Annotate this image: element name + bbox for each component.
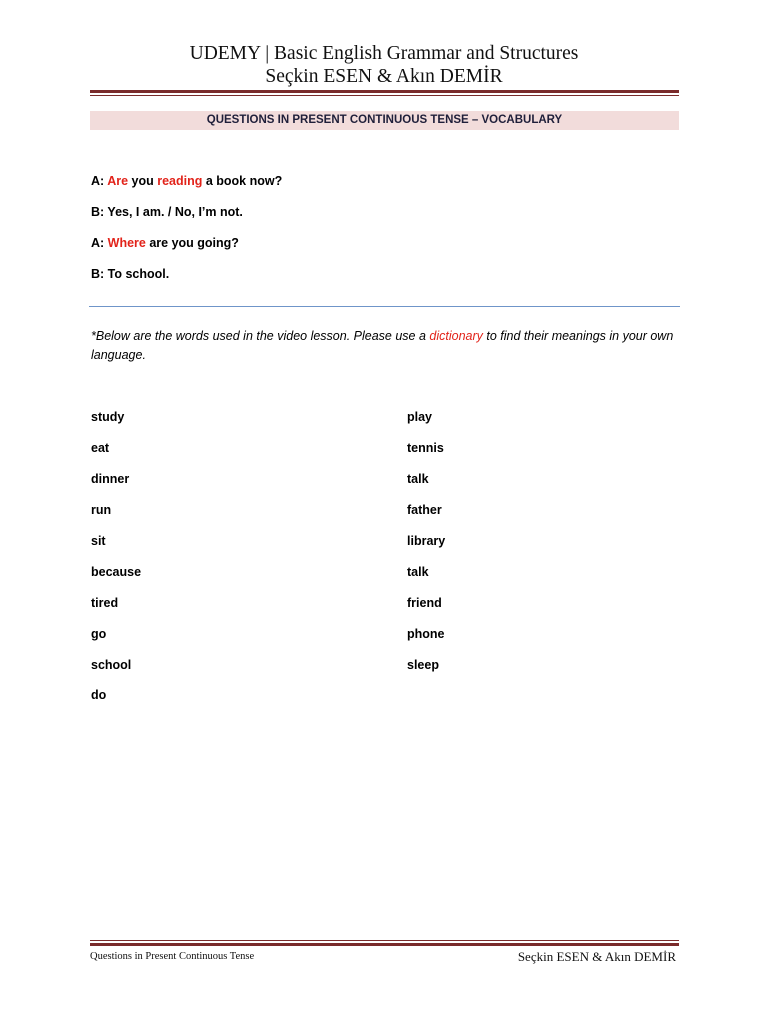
dialog-speaker: A: bbox=[91, 236, 108, 250]
dialog-line-4: B: To school. bbox=[91, 267, 170, 281]
dialog-speaker: A: bbox=[91, 174, 108, 188]
dialog-line-2: B: Yes, I am. / No, I’m not. bbox=[91, 205, 243, 219]
vocab-word: friend bbox=[407, 596, 442, 610]
footer-authors: Seçkin ESEN & Akın DEMİR bbox=[517, 949, 676, 964]
section-title: QUESTIONS IN PRESENT CONTINUOUS TENSE – VOCABULARY bbox=[90, 111, 679, 130]
instruction-note bbox=[91, 327, 681, 365]
vocab-word: father bbox=[407, 503, 442, 517]
vocab-word: talk bbox=[407, 565, 429, 579]
footer-rule-thin bbox=[90, 940, 679, 941]
vocab-word: study bbox=[91, 410, 125, 424]
note-text: to find their meanings in your own language. bbox=[91, 329, 674, 362]
dialog-text: are you going? bbox=[145, 236, 239, 250]
vocab-word: because bbox=[91, 565, 142, 579]
dialog-text: a book now? bbox=[202, 174, 283, 188]
vocab-word: eat bbox=[91, 441, 110, 455]
vocab-word: sit bbox=[91, 534, 106, 548]
vocab-word: tired bbox=[91, 596, 119, 610]
header-rule-thin bbox=[90, 95, 679, 96]
vocab-word: run bbox=[91, 503, 112, 517]
header-rule-thick bbox=[90, 90, 679, 93]
vocab-word: play bbox=[407, 410, 433, 424]
dialog-line-1 bbox=[91, 173, 282, 189]
section-divider bbox=[89, 306, 680, 307]
header-authors: Seçkin ESEN & Akın DEMİR bbox=[265, 66, 503, 87]
header-title: UDEMY | Basic English Grammar and Structures bbox=[189, 43, 579, 64]
note-text: *Below are the words used in the video lesson. Please use a bbox=[91, 329, 430, 343]
footer-document-title: Questions in Present Continuous Tense bbox=[90, 951, 255, 962]
vocab-word: phone bbox=[407, 627, 445, 641]
page-header bbox=[0, 42, 768, 88]
vocab-word: dinner bbox=[91, 472, 130, 486]
note-highlight-dictionary: dictionary bbox=[429, 329, 483, 343]
highlight-reading: reading bbox=[157, 174, 203, 188]
vocab-word: sleep bbox=[407, 658, 439, 672]
vocab-word: library bbox=[407, 534, 446, 548]
highlight-where: Where bbox=[107, 236, 146, 250]
vocab-word: talk bbox=[407, 472, 429, 486]
dialog-text: you bbox=[128, 174, 158, 188]
footer-rule-thick bbox=[90, 943, 679, 946]
highlight-are: Are bbox=[107, 174, 129, 188]
dialog-line-3 bbox=[91, 235, 239, 251]
vocab-word: do bbox=[91, 688, 107, 702]
vocab-word: go bbox=[91, 627, 107, 641]
vocab-word: school bbox=[91, 658, 132, 672]
vocab-word: tennis bbox=[407, 441, 444, 455]
